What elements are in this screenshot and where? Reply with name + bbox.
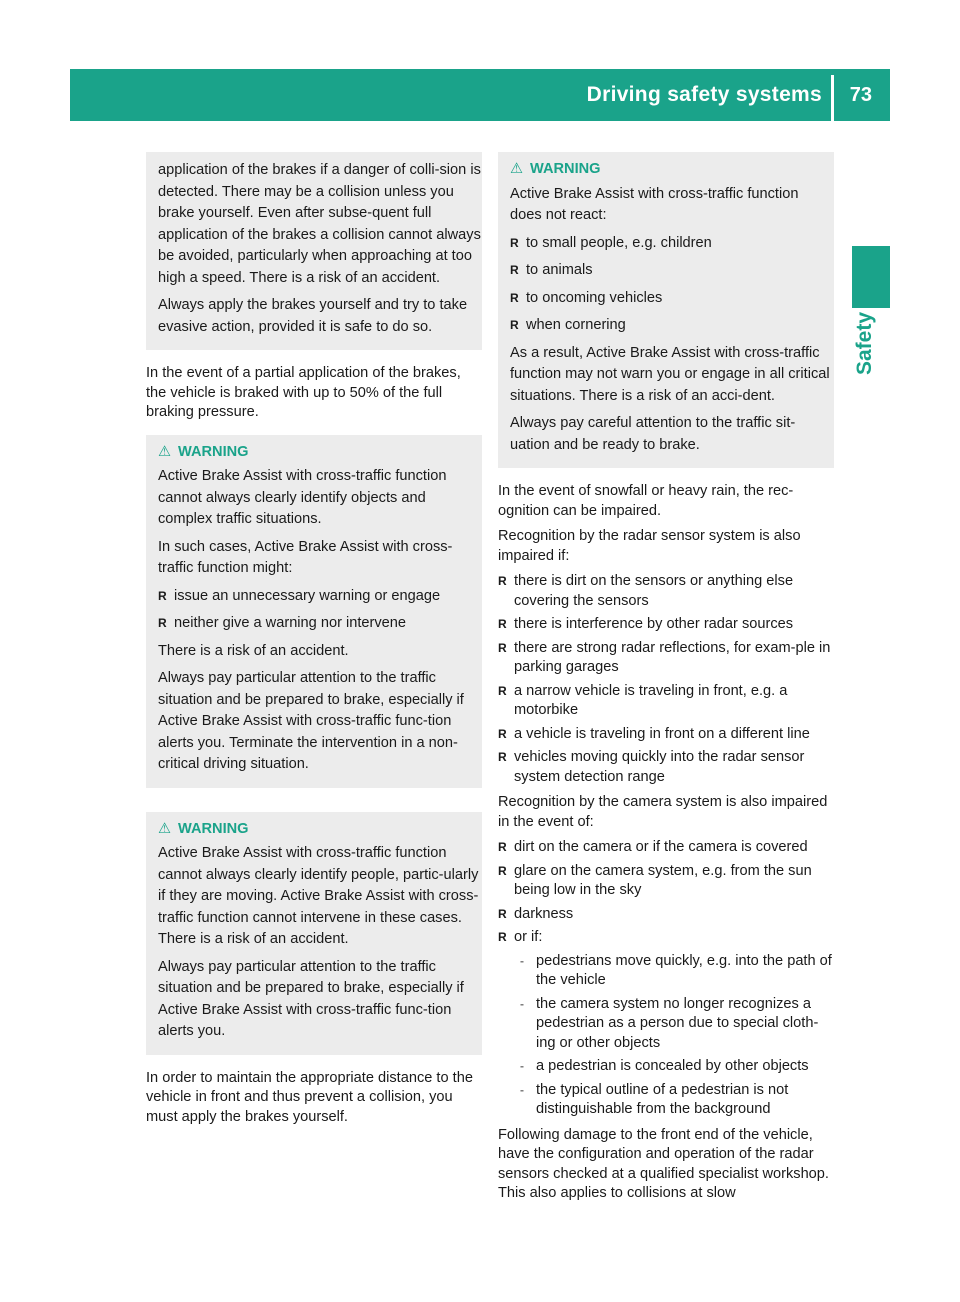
- warning-heading: ⚠ WARNING: [158, 820, 482, 840]
- chapter-tab: [852, 246, 890, 308]
- list-item: R there is dirt on the sensors or anything else covering the sensors: [498, 572, 834, 611]
- warning-text: Always pay particular attention to the traffic situation and be prepared to brake, especially if Active Brake Assist with cross-traffic func-tion alerts you. Terminate the intervention in a non-critical driving situation.: [158, 670, 464, 772]
- list-item: R when cornering: [510, 315, 834, 337]
- sub-list-item: - the typical outline of a pedestrian is not distinguishable from the background: [514, 1081, 834, 1120]
- list-item: R to oncoming vehicles: [510, 288, 834, 310]
- warning-text: There is a risk of an accident.: [158, 642, 349, 659]
- list-item: R there are strong radar reflections, for exam-ple in parking garages: [498, 639, 834, 678]
- warning-heading: ⚠ WARNING: [158, 443, 482, 463]
- list-item: R there is interference by other radar sources: [498, 615, 834, 635]
- body-paragraph: In the event of a partial application of the brakes, the vehicle is braked with up to 50% of the full braking pressure.: [146, 365, 461, 420]
- radar-list: [498, 572, 834, 787]
- list-item: R darkness: [498, 905, 834, 925]
- warning-triangle-icon: ⚠: [510, 161, 524, 177]
- sub-list-item: - the camera system no longer recognizes a pedestrian as a person due to special cloth-ing or other objects: [514, 995, 834, 1054]
- list-item: R to animals: [510, 260, 834, 282]
- list-item: R glare on the camera system, e.g. from the sun being low in the sky: [498, 862, 834, 901]
- list-item: R or if: - pedestrians move quickly, e.g. into the path of the vehicle - the camera system no longer recognizes a pedestrian as a person due to special cloth-ing or other objects - a pedestrian is concealed by other objects - the typical outline of a pedestrian is not distinguishable from the background: [498, 928, 834, 1120]
- list-item: R vehicles moving quickly into the radar sensor system detection range: [498, 748, 834, 787]
- page-number: 73: [849, 84, 872, 106]
- right-column: [498, 152, 834, 1210]
- list-item: R a narrow vehicle is traveling in front, e.g. a motorbike: [498, 682, 834, 721]
- page-header: [70, 69, 890, 121]
- list-item: R a vehicle is traveling in front on a different line: [498, 725, 834, 745]
- warning-heading: ⚠ WARNING: [510, 160, 834, 180]
- warning-text: Active Brake Assist with cross-traffic function cannot always clearly identify people, partic-ularly if they are moving. Active Brake Assist with cross-traffic function cannot intervene in these cases. There is a risk of an accident.: [158, 845, 479, 947]
- body-paragraph: Recognition by the camera system is also impaired in the event of:: [498, 794, 828, 830]
- warning-continuation-box: [146, 152, 482, 350]
- left-column: [146, 152, 482, 1133]
- warning-box: [498, 152, 834, 468]
- sub-list-item: - pedestrians move quickly, e.g. into the path of the vehicle: [514, 952, 834, 991]
- warning-text: Always pay particular attention to the traffic situation and be prepared to brake, especially if Active Brake Assist with cross-traffic func-tion alerts you.: [158, 958, 464, 1039]
- chapter-label: Safety: [853, 311, 876, 375]
- sub-list-item: - a pedestrian is concealed by other objects: [514, 1057, 834, 1077]
- box-paragraph: application of the brakes if a danger of colli-sion is detected. There may be a collision unless you brake yourself. Even after subse-quent full application of the brakes a collision cannot always be avoided, particularly when approaching at too high a speed. There is a risk of an accident.: [158, 162, 481, 286]
- warning-text: Active Brake Assist with cross-traffic function cannot always clearly identify objects and complex traffic situations.: [158, 468, 447, 527]
- warning-box: [146, 435, 482, 788]
- warning-text: Always pay careful attention to the traffic sit-uation and be ready to brake.: [510, 415, 796, 453]
- box-paragraph: Always apply the brakes yourself and try to take evasive action, provided it is safe to do so.: [158, 297, 468, 335]
- sub-list: [514, 952, 834, 1120]
- body-paragraph: In the event of snowfall or heavy rain, the rec-ognition can be impaired.: [498, 483, 794, 519]
- warning-text: As a result, Active Brake Assist with cross-traffic function may not warn you or engage in all critical situations. There is a risk of an acci-dent.: [510, 344, 830, 404]
- warning-list: [158, 586, 482, 635]
- warning-triangle-icon: ⚠: [158, 820, 172, 837]
- body-paragraph: In order to maintain the appropriate distance to the vehicle in front and thus prevent a collision, you must apply the brakes yourself.: [146, 1069, 473, 1125]
- warning-text: In such cases, Active Brake Assist with cross-traffic function might:: [158, 538, 453, 576]
- warning-box: [146, 812, 482, 1055]
- list-item: R dirt on the camera or if the camera is covered: [498, 838, 834, 858]
- warning-triangle-icon: ⚠: [158, 443, 172, 460]
- list-item: R issue an unnecessary warning or engage: [158, 586, 482, 608]
- camera-list: [498, 838, 834, 1120]
- list-item: R neither give a warning nor intervene: [158, 613, 482, 635]
- list-item: R to small people, e.g. children: [510, 233, 834, 255]
- header-divider: [831, 75, 834, 121]
- body-paragraph: Recognition by the radar sensor system is also impaired if:: [498, 528, 801, 564]
- warning-list: [510, 233, 834, 337]
- section-title: Driving safety systems: [586, 83, 822, 106]
- warning-text: Active Brake Assist with cross-traffic function does not react:: [510, 185, 799, 223]
- body-paragraph: Following damage to the front end of the vehicle, have the configuration and operation of the radar sensors checked at a qualified specialist workshop. This also applies to collisions at slow: [498, 1126, 829, 1201]
